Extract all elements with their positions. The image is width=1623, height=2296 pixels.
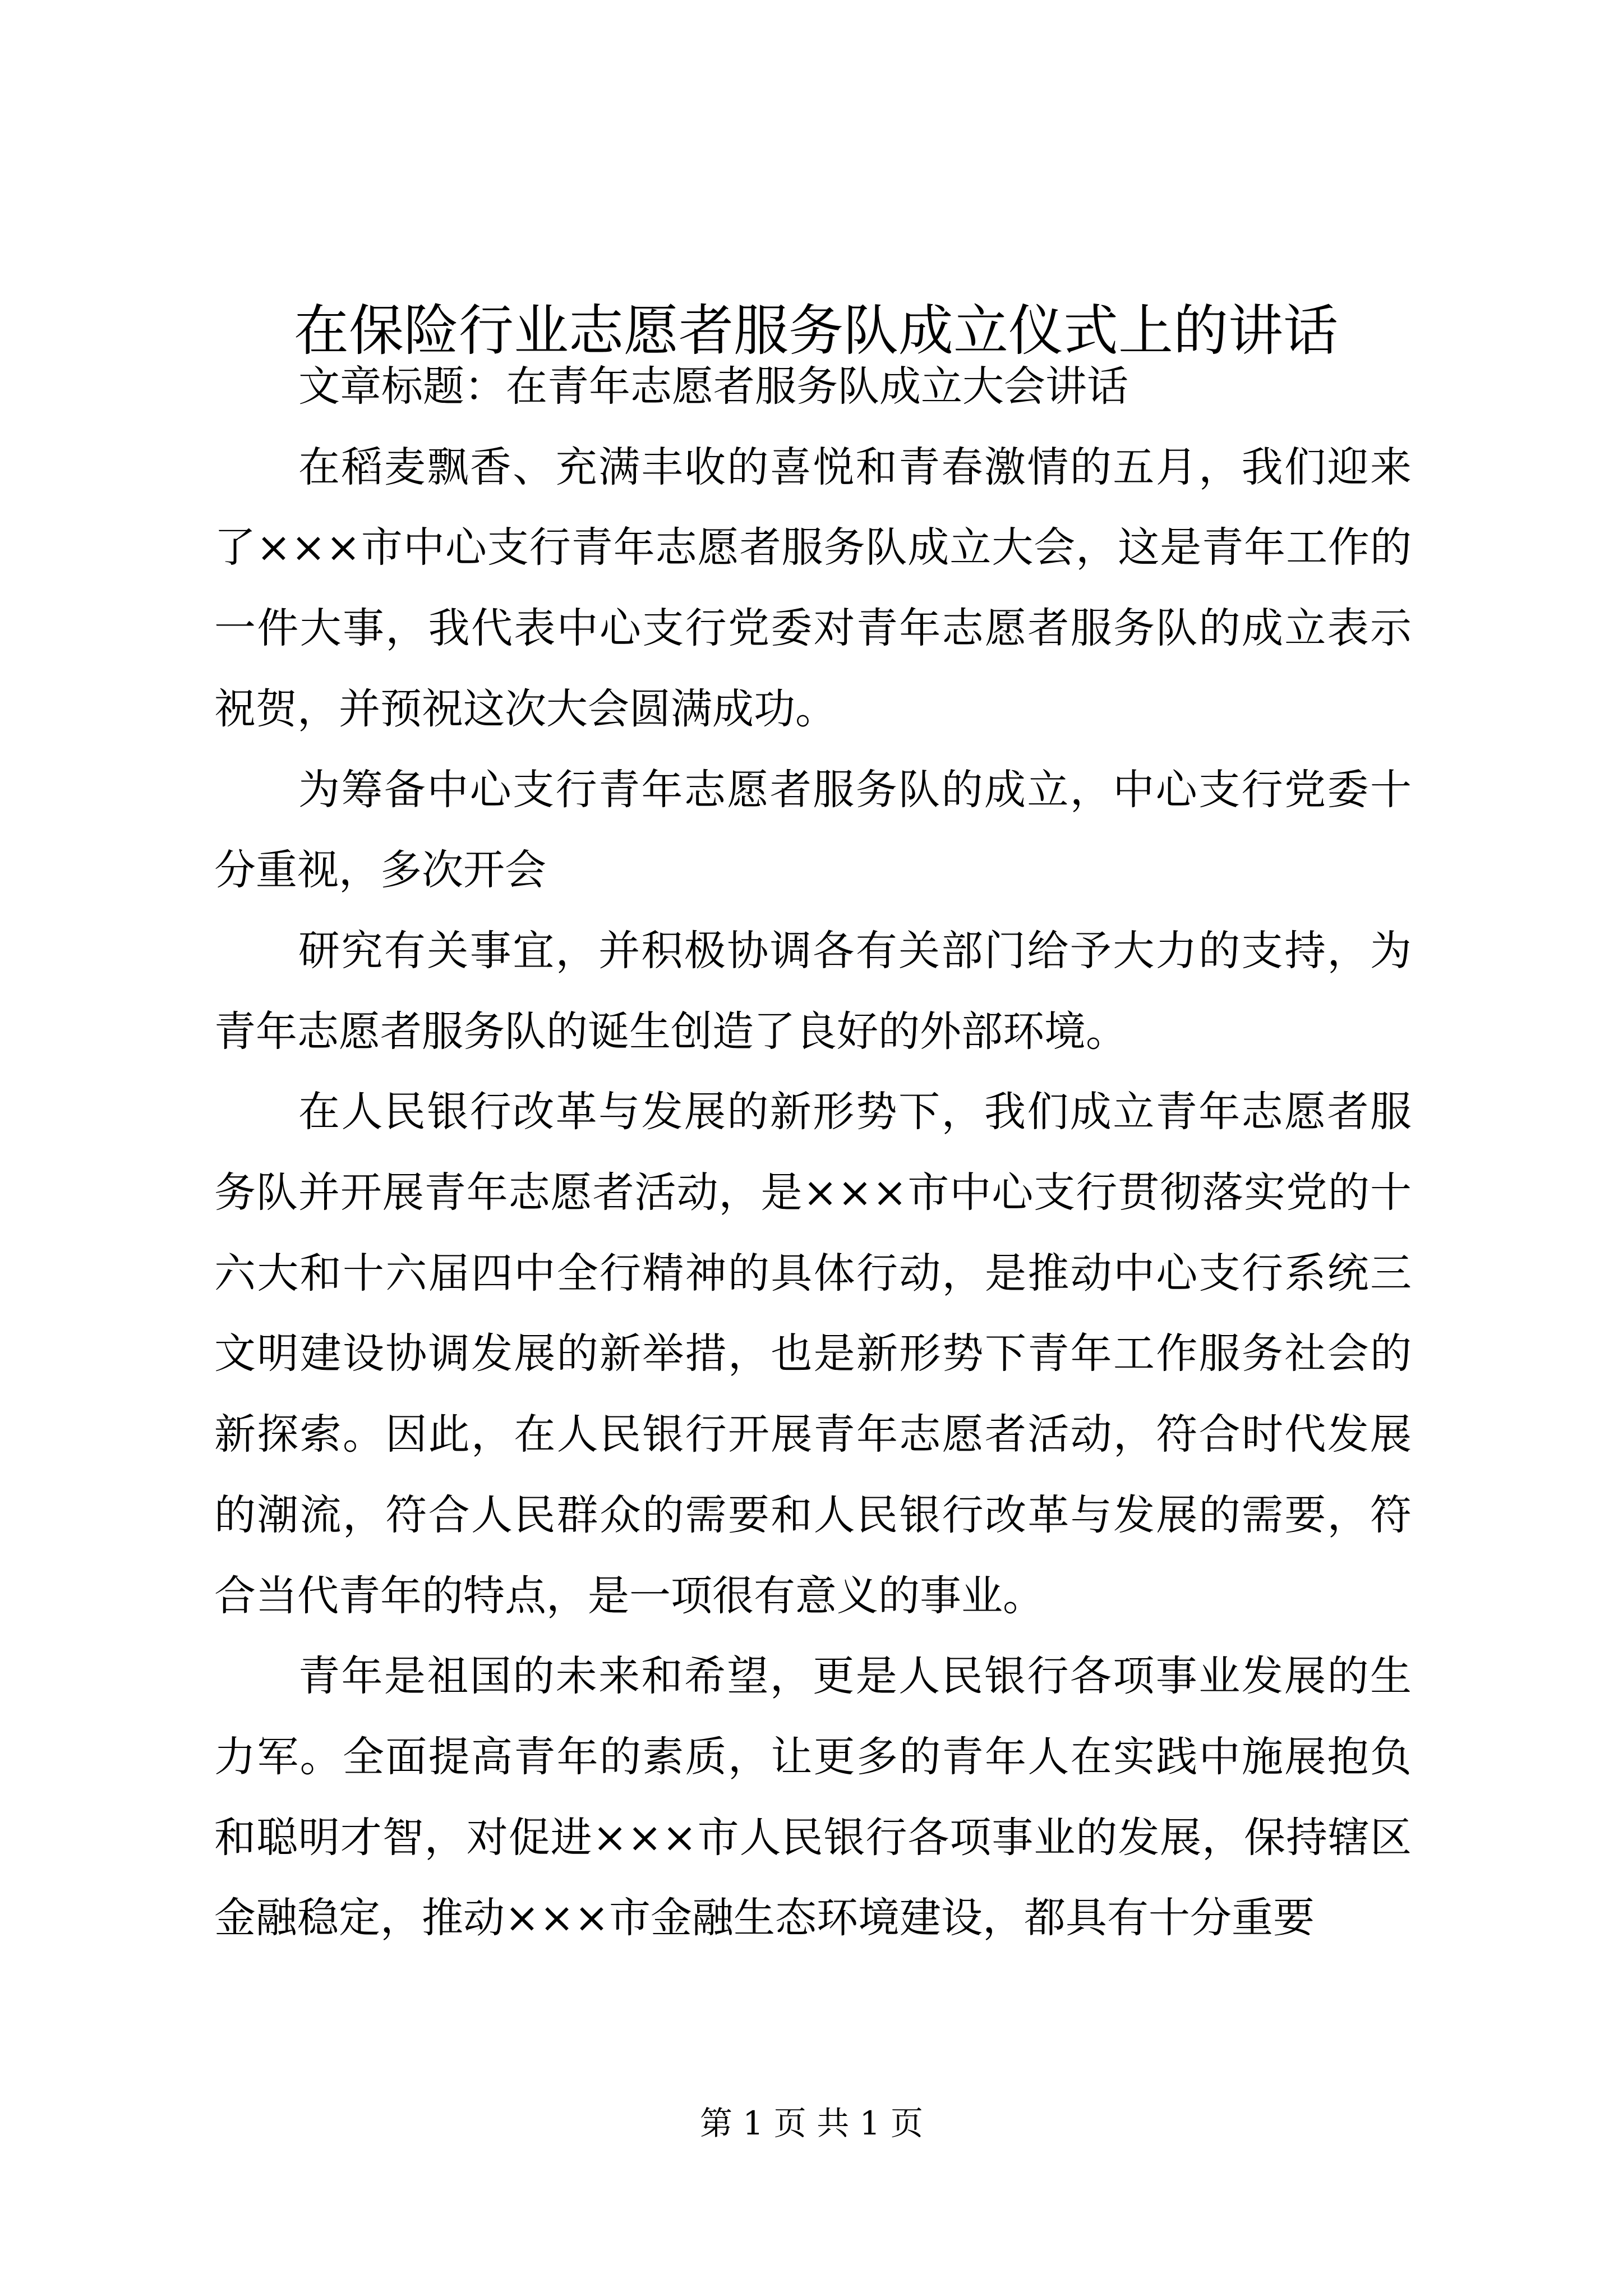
paragraph-support: 研究有关事宜，并积极协调各有关部门给予大力的支持，为青年志愿者服务队的诞生创造了良好的外部环境。 (214, 926, 1412, 1056)
paragraph-significance: 在人民银行改革与发展的新形势下，我们成立青年志愿者服务队并开展青年志愿者活动，是×××市中心支行贯彻落实党的十六大和十六届四中全行精神的具体行动，是推动中心支行系统三文明建设协调发展的新举措，也是新形势下青年工作服务社会的新探索。因此，在人民银行开展青年志愿者活动，符合时代发展的潮流，符合人民群众的需要和人民银行改革与发展的需要，符合当代青年的特点，是一项很有意义的事业。 (214, 1088, 1412, 1620)
document-title: 在保险行业志愿者服务队成立仪式上的讲话 (293, 299, 1338, 363)
paragraph-preparation: 为筹备中心支行青年志愿者服务队的成立，中心支行党委十分重视，多次开会 (214, 765, 1412, 895)
document-body (214, 347, 1412, 1959)
page-number-footer: 第 1 页 共 1 页 (700, 2104, 923, 2142)
paragraph-youth: 青年是祖国的未来和希望，更是人民银行各项事业发展的生力军。全面提高青年的素质，让更多的青年人在实践中施展抱负和聪明才智，对促进×××市人民银行各项事业的发展，保持辖区金融稳定，推动×××市金融生态环境建设，都具有十分重要 (214, 1652, 1412, 1943)
paragraph-opening: 在稻麦飘香、充满丰收的喜悦和青春激情的五月，我们迎来了×××市中心支行青年志愿者服务队成立大会，这是青年工作的一件大事，我代表中心支行党委对青年志愿者服务队的成立表示祝贺，并预祝这次大会圆满成功。 (214, 443, 1412, 733)
paragraph-article-subtitle: 文章标题：在青年志愿者服务队成立大会讲话 (298, 362, 1128, 411)
